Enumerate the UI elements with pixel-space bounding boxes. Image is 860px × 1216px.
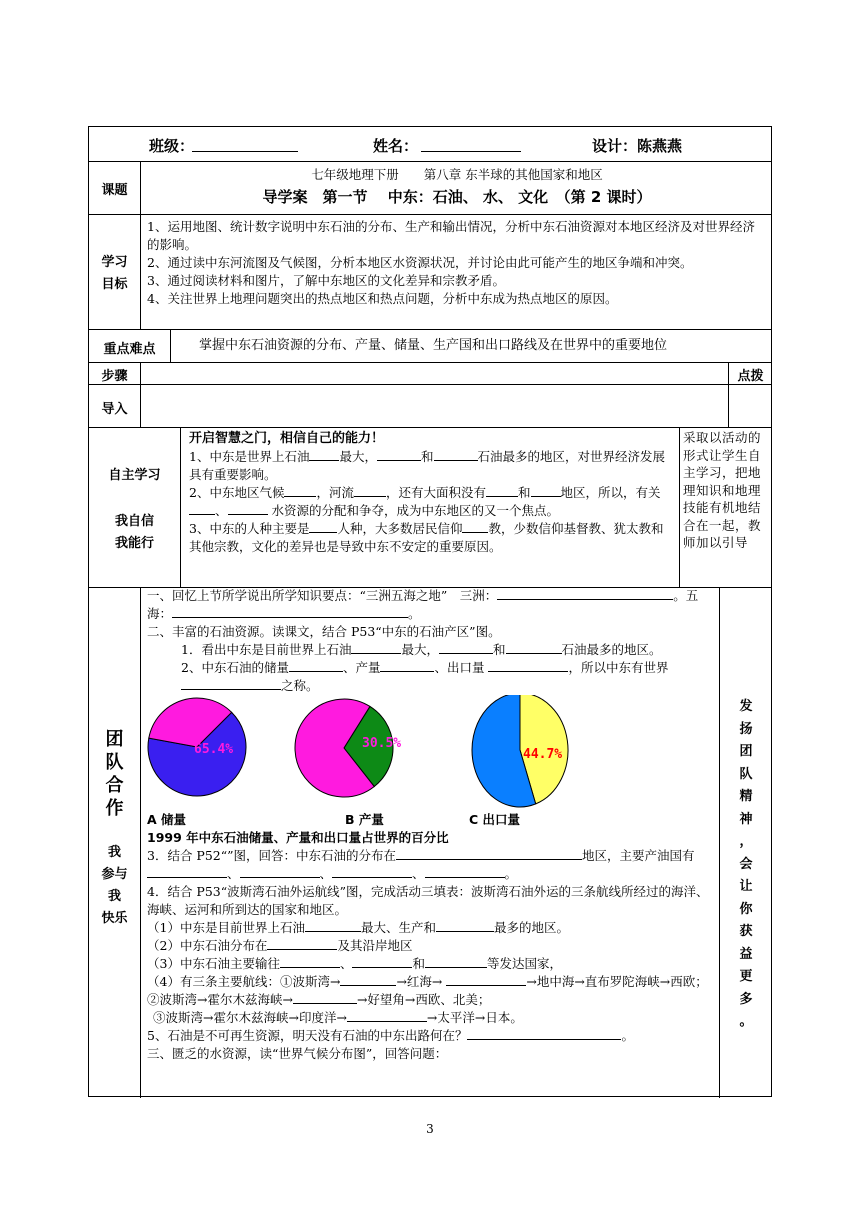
- team-row: [89, 588, 771, 1098]
- team-p2: 二、丰富的石油资源。读课文，结合 P53“中东的石油产区”图。: [147, 624, 501, 639]
- keypoints-row: [89, 330, 771, 363]
- selfstudy-tip: 采取以活动的形式让学生自主学习，把地理知识和地理技能有机地结合在一起，教师加以引导: [683, 430, 762, 550]
- team-p6: 4．结合 P53“波斯湾石油外运航线”图，完成活动三填表：波斯湾石油外运的三条航线所经过的海洋、海峡、运河和所到达的国家和地区。: [147, 884, 709, 917]
- blank[interactable]: [467, 1027, 621, 1040]
- class-label: 班级：: [149, 137, 195, 155]
- pie-charts: [147, 695, 715, 811]
- intro-label: 导入: [101, 402, 128, 417]
- team-p7: （1）中东是目前世界上石油 最大、生产和 最多的地区。: [147, 920, 569, 935]
- chart-title: 1999 年中东石油储量、产量和出口量占世界的百分比: [147, 830, 449, 845]
- team-tip: 发 扬 团 队 精 神 ， 会 让 你 获 益 更 多 。: [739, 699, 753, 1029]
- objective-item: 3、通过阅读材料和图片，了解中东地区的文化差异和宗教矛盾。: [147, 273, 505, 288]
- blank[interactable]: [147, 865, 227, 878]
- blank[interactable]: [446, 973, 526, 986]
- blank[interactable]: [436, 919, 494, 932]
- selfstudy-q2: 2、中东地区气候 ，河流 ，还有大面积没有 和 地区，所以，有关、 水资源的分配和争夺，成为中东地区的又一个焦点。: [189, 485, 661, 518]
- blank[interactable]: [189, 502, 215, 515]
- name-label: 姓名：: [373, 137, 419, 155]
- topic-title: 导学案 第一节 中东：石油、 水、 文化 （第 2 课时）: [262, 188, 652, 206]
- blank[interactable]: [340, 973, 396, 986]
- team-label: 团 队 合 作: [105, 729, 124, 819]
- team-p12: 5、石油是不可再生资源，明天没有石油的中东出路何在？ 。: [147, 1028, 634, 1043]
- objectives-label-1: 学习: [101, 255, 128, 270]
- blank[interactable]: [488, 659, 568, 672]
- team-p9: （3）中东石油主要输往 、 和 等发达国家，: [147, 956, 563, 971]
- page-number: 3: [426, 1122, 434, 1136]
- caption-a: A 储量: [147, 812, 187, 827]
- blank[interactable]: [284, 484, 316, 497]
- blank[interactable]: [531, 484, 561, 497]
- blank[interactable]: [354, 484, 386, 497]
- blank[interactable]: [289, 659, 343, 672]
- topic-row: [89, 162, 771, 215]
- blank[interactable]: [305, 919, 361, 932]
- pie-chart-b: [295, 699, 401, 797]
- tip-label: 点拨: [737, 369, 764, 384]
- caption-c: C 出口量: [469, 812, 521, 827]
- objectives-row: [89, 215, 771, 330]
- blank[interactable]: [293, 991, 357, 1004]
- selfstudy-heading: 开启智慧之门，相信自己的能力！: [189, 431, 385, 446]
- class-blank[interactable]: [192, 151, 298, 152]
- chart-captions: [147, 811, 715, 829]
- team-content: [147, 587, 715, 1063]
- pie-charts-svg: [147, 695, 715, 811]
- blank[interactable]: [280, 955, 340, 968]
- blank[interactable]: [486, 484, 518, 497]
- pie-data-label: 30.5%: [362, 736, 402, 751]
- blank[interactable]: [497, 587, 673, 600]
- steps-row: [89, 363, 771, 385]
- pie-data-label: 44.7%: [523, 747, 563, 762]
- blank[interactable]: [172, 605, 408, 618]
- header-row: [89, 127, 771, 162]
- blank[interactable]: [462, 520, 488, 533]
- blank[interactable]: [267, 937, 337, 950]
- blank[interactable]: [425, 955, 487, 968]
- team-p11: ③波斯湾→霍尔木兹海峡→印度洋→ →太平洋→日本。: [153, 1010, 523, 1025]
- selfstudy-content: [189, 430, 673, 556]
- blank[interactable]: [352, 955, 412, 968]
- blank[interactable]: [240, 865, 320, 878]
- selfstudy-q1: 1、中东是世界上石油 最大， 和 石油最多的地区，对世界经济发展具有重要影响。: [189, 449, 666, 482]
- steps-label: 步骤: [101, 369, 128, 384]
- team-p3: 1．看出中东是目前世界上石油 最大， 和 石油最多的地区。: [181, 642, 662, 657]
- pie-chart-a: [148, 698, 246, 796]
- blank[interactable]: [347, 1009, 427, 1022]
- objective-item: 1、运用地图、统计数字说明中东石油的分布、生产和输出情况，分析中东石油资源对本地区经济及对世界经济的影响。: [147, 219, 755, 252]
- team-p5: 3．结合 P52“”图，回答：中东石油的分布在 地区，主要产油国有、 、 、 。: [147, 848, 695, 881]
- name-blank[interactable]: [421, 151, 521, 152]
- blank[interactable]: [309, 520, 337, 533]
- designer-label: 设计：陈燕燕: [592, 137, 683, 155]
- team-p1: 一、回忆上节所学说出所学知识要点：“三洲五海之地” 三洲： 。五海： 。: [147, 588, 699, 621]
- selfstudy-row: [89, 428, 771, 588]
- blank[interactable]: [380, 659, 434, 672]
- topic-subtitle: 七年级地理下册 第八章 东半球的其他国家和地区: [311, 167, 603, 182]
- blank[interactable]: [181, 677, 281, 690]
- blank[interactable]: [396, 847, 582, 860]
- team-p4: 2、中东石油的储量 、产量 、出口量 ，所以中东有世界之称。: [181, 660, 669, 693]
- objective-item: 4、关注世界上地理问题突出的热点地区和热点问题，分析中东成为热点地区的原因。: [147, 291, 618, 306]
- blank[interactable]: [351, 641, 401, 654]
- blank[interactable]: [332, 865, 412, 878]
- objectives-label-2: 目标: [101, 277, 128, 292]
- team-p13: 三、匮乏的水资源，读“世界气候分布图”，回答问题：: [147, 1046, 448, 1061]
- intro-row: [89, 385, 771, 428]
- blank[interactable]: [425, 865, 505, 878]
- selfstudy-label: 自主学习: [108, 468, 161, 483]
- blank[interactable]: [377, 448, 421, 461]
- blank[interactable]: [439, 641, 493, 654]
- caption-b: B 产量: [345, 812, 384, 827]
- motto-line-1: 我自信: [114, 514, 154, 529]
- motto-line-2: 我能行: [114, 536, 154, 551]
- blank[interactable]: [434, 448, 478, 461]
- team-p8: （2）中东石油分布在 及其沿岸地区: [147, 938, 413, 953]
- selfstudy-q3: 3、中东的人种主要是 人种，大多数居民信仰 教，少数信仰基督教、犹太教和其他宗教，文化的差异也是导致中东不安定的重要原因。: [189, 521, 664, 554]
- objectives-list: [147, 218, 767, 308]
- blank[interactable]: [506, 641, 562, 654]
- keypoints-label: 重点难点: [103, 342, 156, 357]
- blank[interactable]: [309, 448, 339, 461]
- keypoints-text: 掌握中东石油资源的分布、产量、储量、生产国和出口路线及在世界中的重要地位: [199, 338, 668, 353]
- pie-data-label: 65.4%: [194, 742, 234, 757]
- pie-chart-c: [472, 695, 568, 807]
- team-p10: （4）有三条主要航线：①波斯湾→ →红海→ →地中海→直布罗陀海峡→西欧；②波斯湾→霍尔木兹海峡→ →好望角→西欧、北美；: [147, 974, 708, 1007]
- blank[interactable]: [228, 502, 268, 515]
- team-motto: 我 参与 我 快乐: [101, 845, 128, 926]
- topic-label: 课题: [101, 183, 128, 198]
- objective-item: 2、通过读中东河流图及气候图，分析本地区水资源状况，并讨论由此可能产生的地区争端和冲突。: [147, 255, 693, 270]
- worksheet-table: [88, 126, 772, 1097]
